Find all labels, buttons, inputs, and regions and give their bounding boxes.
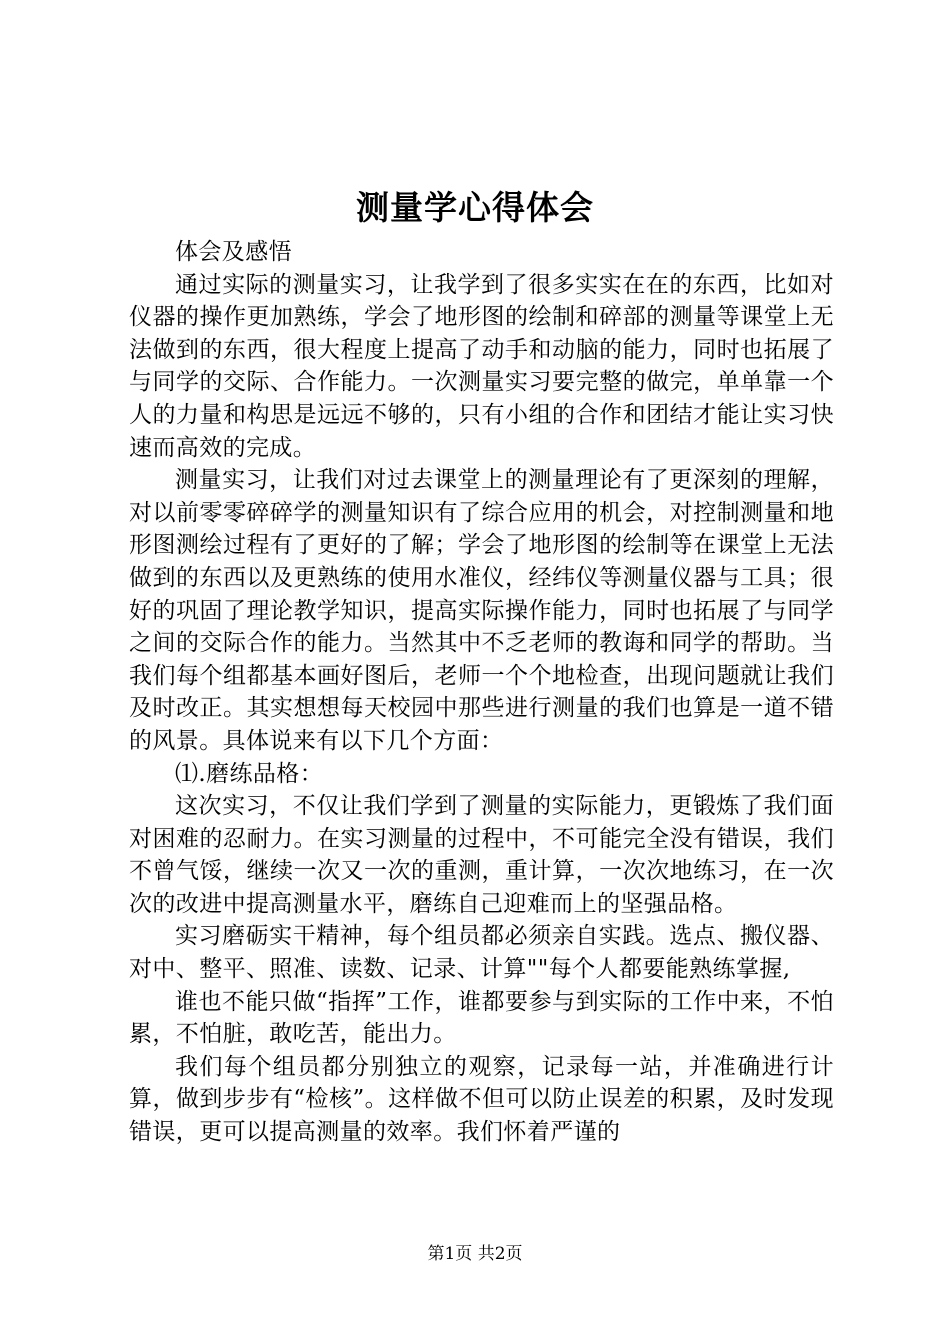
body-paragraph: 这次实习，不仅让我们学到了测量的实际能力，更锻炼了我们面对困难的忍耐力。在实习测量的过程中，不可能完全没有错误，我们不曾气馁，继续一次又一次的重测，重计算，一次次地练习，在一次次的改进中提高测量水平，磨练自己迎难而上的坚强品格。 <box>129 793 834 917</box>
body-paragraph: 实习磨砺实干精神，每个组员都必须亲自实践。选点、搬仪器、对中、整平、照准、读数、记录、计算""每个人都要能熟练掌握, <box>129 923 834 983</box>
document-body <box>129 236 834 1149</box>
body-paragraph: 通过实际的测量实习，让我学到了很多实实在在的东西，比如对仪器的操作更加熟练，学会了地形图的绘制和碎部的测量等课堂上无法做到的东西，很大程度上提高了动手和动脑的能力，同时也拓展了与同学的交际、合作能力。一次测量实习要完整的做完，单单靠一个人的力量和构思是远远不够的，只有小组的合作和团结才能让实习快速而高效的完成。 <box>129 271 834 461</box>
subsection-heading: ⑴.磨练品格： <box>175 760 324 787</box>
page-number-footer: 第1页 共2页 <box>427 1244 523 1264</box>
body-paragraph: 谁也不能只做“指挥”工作，谁都要参与到实际的工作中来，不怕累，不怕脏，敢吃苦，能出力。 <box>129 988 834 1048</box>
body-paragraph: 测量实习，让我们对过去课堂上的测量理论有了更深刻的理解，对以前零零碎碎学的测量知识有了综合应用的机会，对控制测量和地形图测绘过程有了更好的了解；学会了地形图的绘制等在课堂上无法做到的东西以及更熟练的使用水准仪，经纬仪等测量仪器与工具；很好的巩固了理论教学知识，提高实际操作能力，同时也拓展了与同学之间的交际合作的能力。当然其中不乏老师的教诲和同学的帮助。当我们每个组都基本画好图后，老师一个个地检查，出现问题就让我们及时改正。其实想想每天校园中那些进行测量的我们也算是一道不错的风景。具体说来有以下几个方面： <box>129 467 834 754</box>
document-title: 测量学心得体会 <box>356 188 594 227</box>
body-paragraph: 我们每个组员都分别独立的观察，记录每一站，并准确进行计算，做到步步有“检核”。这样做不但可以防止误差的积累，及时发现错误，更可以提高测量的效率。我们怀着严谨的 <box>129 1053 834 1146</box>
section-heading: 体会及感悟 <box>175 239 292 265</box>
